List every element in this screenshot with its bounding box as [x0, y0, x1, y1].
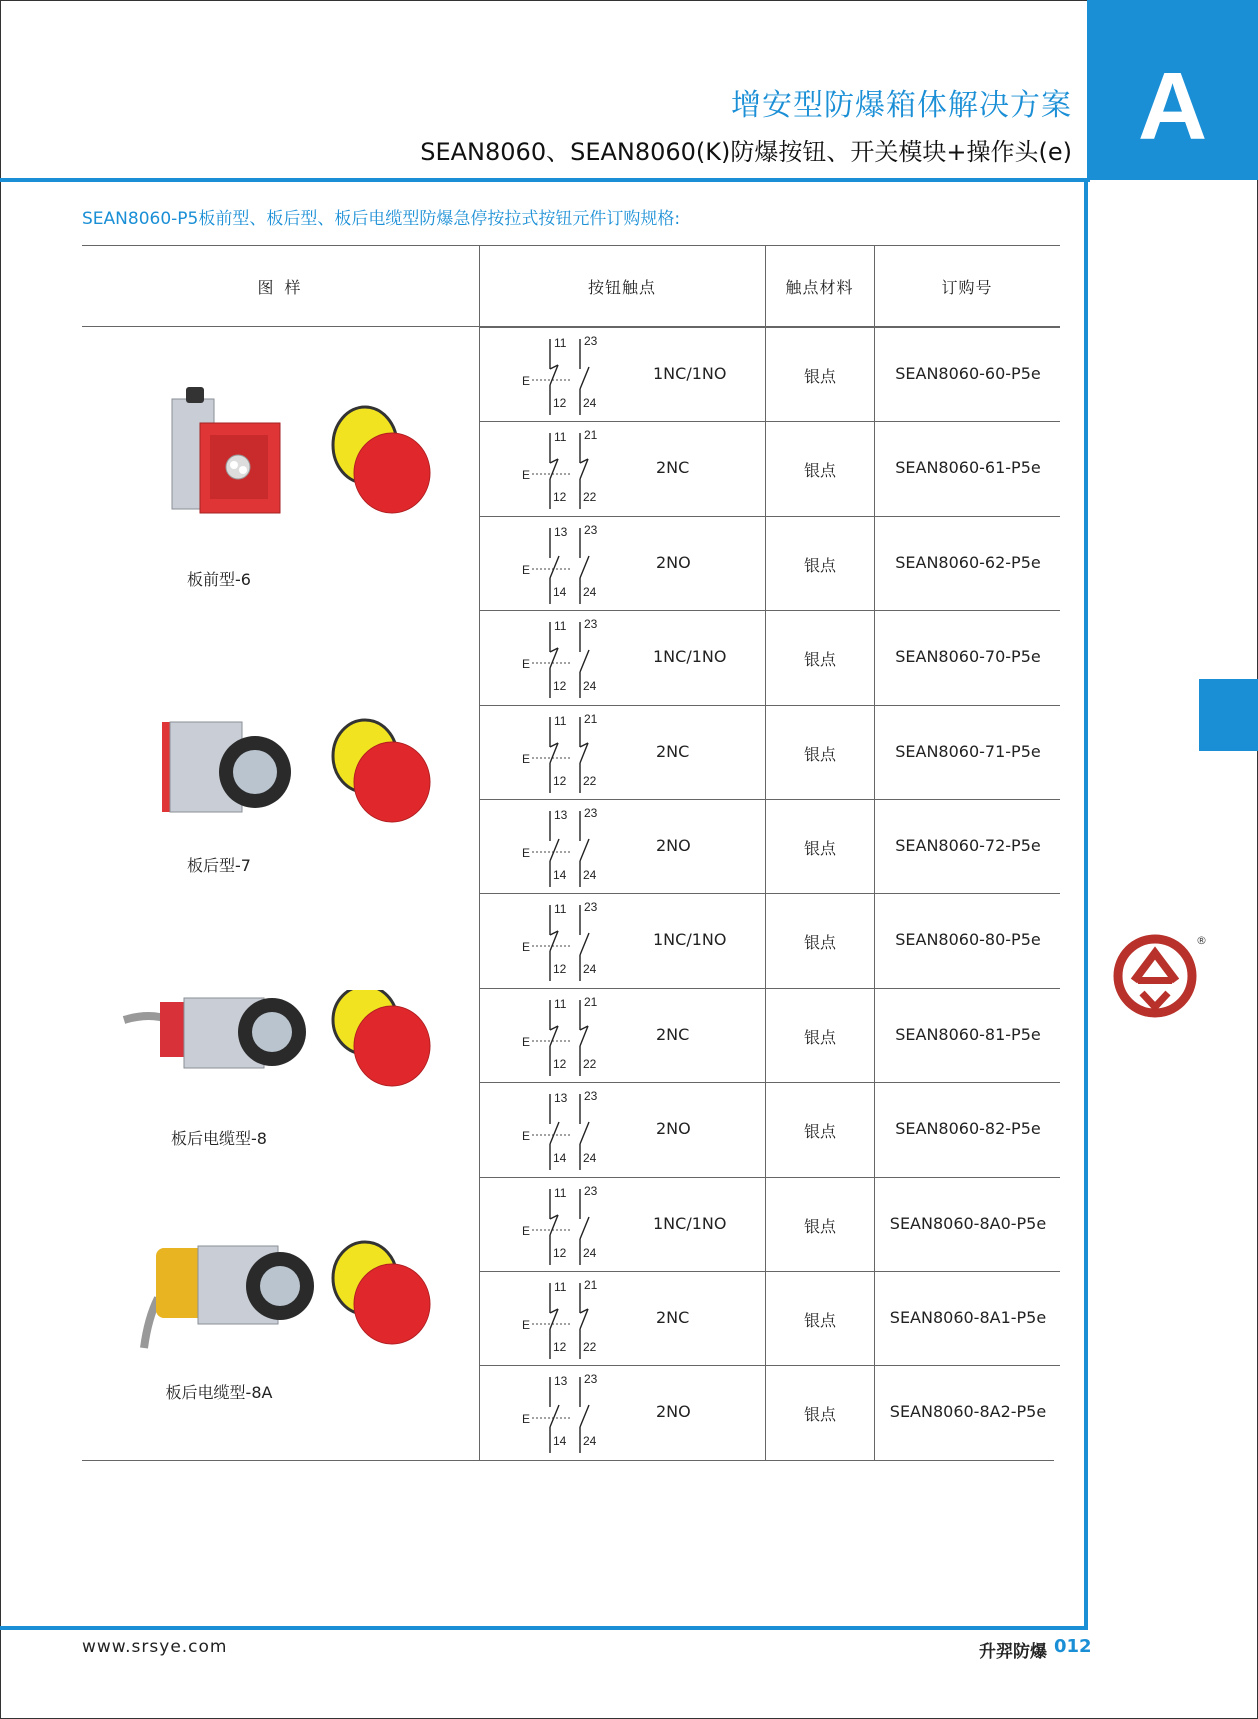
row-rule: [479, 327, 1060, 328]
terminal-label: 21: [584, 428, 598, 443]
terminal-label: 13: [554, 524, 568, 539]
terminal-label: 24: [583, 1434, 597, 1449]
terminal-label: 12: [553, 1056, 567, 1071]
table-row: [0, 893, 1258, 987]
contact-type: 2NC: [656, 1308, 690, 1327]
page-subtitle: SEAN8060、SEAN8060(K)防爆按钮、开关模块+操作头(e): [420, 138, 1072, 166]
terminal-label: 23: [584, 334, 598, 348]
terminal-label: 14: [553, 868, 567, 882]
diagram-label-e: E: [522, 657, 531, 672]
terminal-label: 14: [553, 584, 567, 599]
row-rule: [479, 421, 1060, 422]
header-pattern: 图 样: [257, 278, 304, 297]
terminal-label: 12: [553, 396, 567, 410]
terminal-label: 11: [554, 336, 567, 350]
contact-diagram: [520, 994, 610, 1080]
row-rule: [479, 799, 1060, 800]
contact-material: 银点: [804, 1027, 837, 1047]
contact-type: 2NC: [656, 1024, 690, 1044]
footer-url[interactable]: www.srsye.com: [82, 1637, 228, 1657]
terminal-label: 11: [554, 713, 567, 728]
footer-rule: [0, 1626, 1088, 1630]
terminal-label: 24: [583, 962, 597, 977]
contact-type: 2NC: [656, 458, 690, 478]
section-letter: A: [1137, 53, 1208, 160]
terminal-label: 23: [584, 617, 598, 632]
contact-diagram: [520, 427, 610, 513]
contact-diagram: [520, 1371, 610, 1457]
product-label: 板前型-6: [187, 570, 251, 589]
terminal-label: 12: [553, 962, 567, 977]
row-rule: [479, 1177, 1060, 1178]
order-number: SEAN8060-8A1-P5e: [889, 1308, 1047, 1327]
terminal-label: 23: [584, 1089, 598, 1104]
contact-diagram: [520, 1277, 610, 1363]
diagram-label-e: E: [522, 940, 531, 955]
contact-diagram: [520, 711, 610, 797]
contact-material: 银点: [804, 933, 837, 953]
terminal-label: 24: [583, 584, 597, 599]
terminal-label: 22: [583, 773, 597, 788]
order-number: SEAN8060-62-P5e: [895, 552, 1041, 572]
row-rule: [479, 1365, 1060, 1366]
terminal-label: 11: [554, 1280, 567, 1294]
terminal-label: 11: [554, 1185, 567, 1200]
diagram-label-e: E: [522, 751, 531, 766]
row-rule: [479, 705, 1060, 706]
terminal-label: 23: [584, 1372, 598, 1387]
terminal-label: 23: [584, 900, 598, 915]
contact-diagram: [520, 805, 610, 891]
terminal-label: 23: [584, 522, 598, 537]
contact-material: 银点: [804, 1311, 837, 1330]
terminal-label: 24: [583, 868, 597, 882]
contact-type: 2NO: [656, 836, 691, 855]
order-number: SEAN8060-81-P5e: [895, 1024, 1041, 1044]
terminal-label: 14: [553, 1434, 567, 1449]
diagram-label-e: E: [522, 1034, 531, 1049]
contact-material: 银点: [804, 650, 837, 670]
terminal-label: 12: [553, 773, 567, 788]
terminal-label: 11: [554, 430, 567, 445]
row-rule: [479, 893, 1060, 894]
order-number: SEAN8060-82-P5e: [895, 1119, 1041, 1139]
registered-mark: ®: [1196, 934, 1207, 947]
contact-type: 2NO: [656, 552, 691, 572]
diagram-label-e: E: [522, 1129, 531, 1144]
product-label: 板后电缆型-8A: [165, 1383, 273, 1402]
contact-material: 银点: [804, 367, 837, 386]
terminal-label: 12: [553, 679, 567, 694]
contact-diagram: [520, 1183, 610, 1269]
contact-type: 2NC: [656, 741, 690, 761]
contact-diagram: [520, 333, 610, 419]
terminal-label: 13: [554, 1091, 568, 1106]
diagram-label-e: E: [522, 468, 531, 483]
terminal-label: 24: [583, 679, 597, 694]
order-number: SEAN8060-60-P5e: [895, 364, 1041, 383]
contact-material: 银点: [804, 744, 837, 764]
terminal-label: 13: [554, 808, 568, 822]
contact-type: 1NC/1NO: [653, 930, 727, 950]
diagram-label-e: E: [522, 846, 531, 860]
page-number: 012: [1054, 1636, 1092, 1657]
terminal-label: 11: [554, 902, 567, 917]
product-image-rear-cable: [120, 990, 450, 1090]
table-row: [0, 610, 1258, 704]
diagram-label-e: E: [522, 562, 531, 577]
header-contacts: 按钮触点: [587, 278, 656, 297]
terminal-label: 12: [553, 490, 567, 505]
row-rule: [479, 610, 1060, 611]
row-rule: [479, 1271, 1060, 1272]
product-image-rear-mount: [160, 716, 450, 826]
order-number: SEAN8060-70-P5e: [895, 647, 1041, 667]
contact-material: 银点: [804, 555, 837, 575]
terminal-label: 24: [583, 1245, 597, 1260]
terminal-label: 23: [584, 806, 598, 820]
order-number: SEAN8060-71-P5e: [895, 741, 1041, 761]
diagram-label-e: E: [522, 374, 531, 388]
product-label: 板后型-7: [187, 856, 251, 875]
contact-type: 1NC/1NO: [653, 647, 727, 667]
header-order-number: 订购号: [941, 278, 993, 297]
contact-diagram: [520, 522, 610, 608]
section-title: SEAN8060-P5板前型、板后型、板后电缆型防爆急停按拉式按钮元件订购规格:: [82, 209, 681, 229]
order-number: SEAN8060-72-P5e: [895, 836, 1041, 855]
terminal-label: 24: [583, 1151, 597, 1166]
product-image-front-mount: [160, 385, 450, 525]
terminal-label: 23: [584, 1183, 598, 1198]
header-material: 触点材料: [785, 278, 854, 297]
table-bottom-rule: [82, 1460, 1054, 1461]
row-rule: [479, 516, 1060, 517]
page-title: 增安型防爆箱体解决方案: [731, 88, 1072, 123]
contact-type: 1NC/1NO: [653, 1213, 727, 1233]
contact-material: 银点: [804, 1405, 837, 1425]
contact-material: 银点: [804, 1122, 837, 1142]
order-number: SEAN8060-8A0-P5e: [889, 1213, 1047, 1233]
product-label: 板后电缆型-8: [171, 1129, 267, 1148]
terminal-label: 21: [584, 711, 598, 726]
diagram-label-e: E: [522, 1318, 531, 1332]
terminal-label: 12: [553, 1340, 567, 1354]
terminal-label: 14: [553, 1151, 567, 1166]
row-rule: [479, 1082, 1060, 1083]
contact-material: 银点: [804, 839, 837, 858]
contact-diagram: [520, 1088, 610, 1174]
row-rule: [479, 988, 1060, 989]
terminal-label: 12: [553, 1245, 567, 1260]
contact-material: 银点: [804, 1216, 837, 1236]
contact-type: 2NO: [656, 1119, 691, 1139]
terminal-label: 11: [554, 619, 567, 634]
diagram-label-e: E: [522, 1223, 531, 1238]
section-tab: [1087, 0, 1258, 180]
contact-type: 2NO: [656, 1402, 691, 1422]
terminal-label: 13: [554, 1374, 568, 1389]
header-rule: [0, 178, 1090, 182]
contact-type: 1NC/1NO: [653, 364, 727, 383]
terminal-label: 21: [584, 1278, 598, 1292]
contact-diagram: [520, 899, 610, 985]
order-number: SEAN8060-8A2-P5e: [889, 1402, 1047, 1422]
table-top-rule: [82, 245, 1060, 246]
contact-diagram: [520, 616, 610, 702]
terminal-label: 24: [583, 396, 597, 410]
terminal-label: 22: [583, 1056, 597, 1071]
footer-brand: 升羿防爆: [979, 1642, 1047, 1662]
diagram-label-e: E: [522, 1412, 531, 1427]
terminal-label: 11: [554, 996, 567, 1011]
terminal-label: 22: [583, 1340, 597, 1354]
company-logo: [1112, 933, 1198, 1019]
order-number: SEAN8060-80-P5e: [895, 930, 1041, 950]
terminal-label: 21: [584, 994, 598, 1009]
product-image-rear-cable-8a: [138, 1238, 448, 1358]
order-number: SEAN8060-61-P5e: [895, 458, 1041, 478]
table-row: [0, 516, 1258, 610]
terminal-label: 22: [583, 490, 597, 505]
contact-material: 银点: [804, 461, 837, 481]
